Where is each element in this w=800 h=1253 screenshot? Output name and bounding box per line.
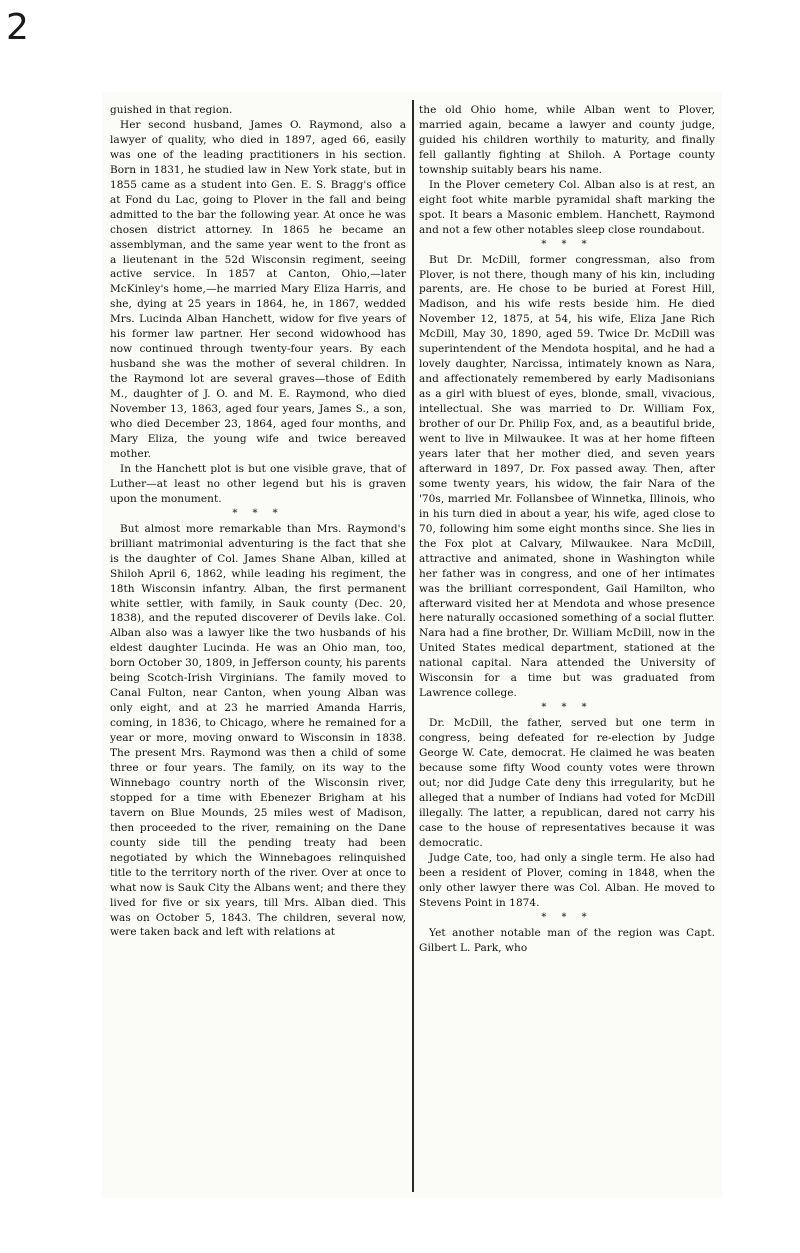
paragraph: guished in that region. xyxy=(110,104,233,116)
paragraph: Yet another notable man of the region was Capt. Gilbert L. Park, who xyxy=(419,926,715,954)
paragraph: In the Plover cemetery Col. Alban also is at rest, an eight foot white marble pyramidal shaft marking the spot. It bears a Masonic emblem. Hanchett, Raymond and not a few other notables sleep close roundabout. xyxy=(419,178,715,236)
paragraph: In the Hanchett plot is but one visible grave, that of Luther—at least no other legend but his is graven upon the monument. xyxy=(110,462,406,505)
section-separator: * * * xyxy=(541,911,593,923)
column-divider xyxy=(412,100,414,1192)
paragraph: Dr. McDill, the father, served but one term in congress, being defeated for re-election by Judge George W. Cate, democrat. He claimed he was beaten because some fifty Wood county votes were thrown out; nor did Judge Cate deny this irregularity, but he alleged that a number of Indians had voted for McDill illegally. The latter, a republican, dared not carry his case to the house of representatives because it was democratic. xyxy=(419,717,715,849)
paragraph: But Dr. McDill, former congressman, also from Plover, is not there, though many of his kin, including parents, are. He chose to be buried at Forest Hill, Madison, and his wife rests beside him. He died November 12, 1875, at 54, his wife, Eliza Jane Rich McDill, May 30, 1890, aged 59. Twice Dr. McDill was superintendent of the Mendota hospital, and he had a lovely daughter, Narcissa, intimately known as Nara, and affectionately remembered by early Madisonians as a girl with bluest of eyes, blonde, small, vivacious, intellectual. She was married to Dr. William Fox, brother of our Dr. Philip Fox, and, as a beautiful bride, went to live in Milwaukee. It was at her home fifteen years later that her mother died, and seven years afterward in 1897, Dr. Fox passed away. Then, after some twenty years, his widow, the fair Nara of the '70s, married Mr. Follansbee of Winnetka, Illinois, who in his turn died in about a year, his wife, aged close to 70, following him some eight months since. She lies in the Fox plot at Calvary, Milwaukee. Nara McDill, attractive and animated, shone in Washington while her father was in congress, and one of her intimates was the brilliant correspondent, Gail Hamilton, who afterward visited her at Mendota and whose presence here naturally occasioned something of a social flutter. Nara had a fine brother, Dr. William McDill, now in the United States medical department, stationed at the national capital. Nara attended the University of Wisconsin for a time but was graduated from Lawrence college. xyxy=(419,253,716,700)
paragraph: But almost more remarkable than Mrs. Raymond's brilliant matrimonial adventuring is the fact that she is the daughter of Col. James Shane Alban, killed at Shiloh April 6, 1862, while leading his regiment, the 18th Wisconsin infantry. Alban, the first permanent white settler, with family, in Sauk county (Dec. 20, 1838), and the reputed discoverer of Devils lake. Col. Alban also was a lawyer like the two husbands of his eldest daughter Lucinda. He was an Ohio man, too, born October 30, 1809, in Jefferson county, his parents being Scotch-Irish Virginians. The family moved to Canal Fulton, near Canton, when young Alban was only eight, and at 23 he married Amanda Harris, coming, in 1836, to Chicago, where he remained for a year or more, moving onward to Wisconsin in 1838. The present Mrs. Raymond was then a child of some three or four years. The family, on its way to the Winnebago country north of the Wisconsin river, stopped for a time with Ebenezer Brigham at his tavern on Blue Mounds, 25 miles west of Madison, then proceeded to the river, remaining on the Dane county side till the pending treaty had been negotiated by which the Winnebagoes relinquished title to the territory north of the river. Over at once to what now is Sauk City the Albans went; and there they lived for five or six years, till Mrs. Alban died. This was on October 5, 1843. The children, several now, were taken back and left with relations at xyxy=(110,522,406,939)
page-number: 2 xyxy=(6,7,29,48)
paragraph: Her second husband, James O. Raymond, also a lawyer of quality, who died in 1897, aged 66, easily was one of the leading practitioners in his section. Born in 1831, he studied law in New York state, but in 1855 came as a student into Gen. E. S. Bragg's office at Fond du Lac, going to Plover in the fall and being admitted to the bar the following year. At once he was chosen district attorney. In 1865 he became an assemblyman, and the same year went to the front as a lieutenant in the 52d Wisconsin regiment, seeing active service. In 1857 at Canton, Ohio,—later McKinley's home,—he married Mary Eliza Harris, and she, dying at 25 years in 1864, he, in 1867, wedded Mrs. Lucinda Alban Hanchett, widow for five years of his former law partner. Her second widowhood has now continued through twenty-four years. By each husband she was the mother of several children. In the Raymond lot are several graves—those of Edith M., daughter of J. O. and M. E. Raymond, who died November 13, 1863, aged four years, James S., a son, who died December 23, 1864, aged four months, and Mary Eliza, the young wife and twice bereaved mother. xyxy=(110,118,406,460)
article-column-left xyxy=(110,103,406,940)
article-column-right xyxy=(419,103,715,955)
section-separator: * * * xyxy=(541,702,593,714)
paragraph: the old Ohio home, while Alban went to Plover, married again, became a lawyer and county judge, guided his children worthily to maturity, and finally fell gallantly fighting at Shiloh. A Portage county township suitably bears his name. xyxy=(419,104,715,176)
section-separator: * * * xyxy=(541,238,593,250)
section-separator: * * * xyxy=(232,507,284,519)
paragraph: Judge Cate, too, had only a single term. He also had been a resident of Plover, coming in 1848, when the only other lawyer there was Col. Alban. He moved to Stevens Point in 1874. xyxy=(419,851,715,909)
